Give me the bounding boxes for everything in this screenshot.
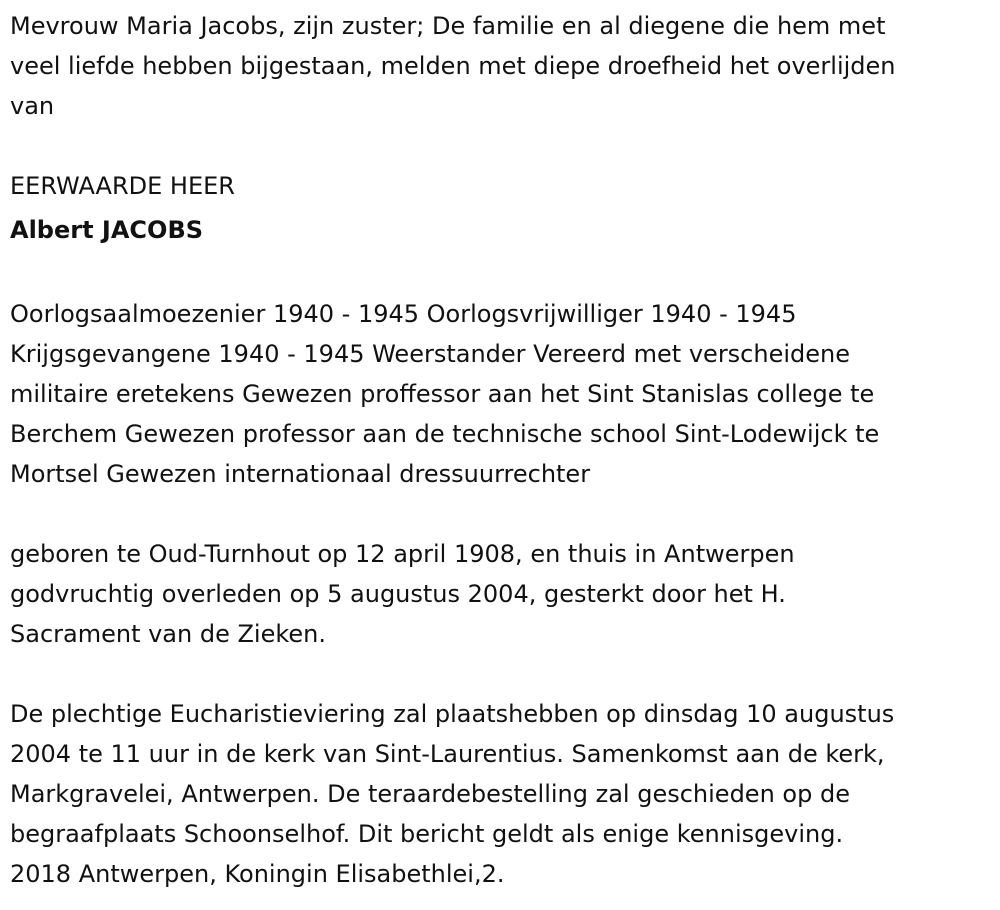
honorific-title: EERWAARDE HEER bbox=[10, 172, 235, 200]
spacer bbox=[10, 126, 990, 166]
spacer bbox=[10, 494, 990, 534]
career-paragraph: Oorlogsaalmoezenier 1940 - 1945 Oorlogsvrijwilliger 1940 - 1945 Krijgsgevangene 1940 - 1945 Weerstander Vereerd met verscheidene militaire eretekens Gewezen proffessor aan het Sint Stanislas college te Berchem Gewezen professor aan de technische school Sint-Lodewijck te Mortsel Gewezen internationaal dressuurrechter bbox=[10, 300, 880, 488]
spacer bbox=[10, 254, 990, 294]
deceased-name: Albert JACOBS bbox=[10, 216, 204, 244]
intro-paragraph: Mevrouw Maria Jacobs, zijn zuster; De familie en al diegene die hem met veel liefde hebben bijgestaan, melden met diepe droefheid het overlijden van bbox=[10, 12, 896, 120]
spacer bbox=[10, 654, 990, 694]
funeral-paragraph: De plechtige Eucharistieviering zal plaatshebben op dinsdag 10 augustus 2004 te 11 uur in de kerk van Sint-Laurentius. Samenkomst aan de kerk, Markgravelei, Antwerpen. De teraardebestelling zal geschieden op de begraafplaats Schoonselhof. Dit bericht geldt als enige kennisgeving. 2018 Antwerpen, Koningin Elisabethlei,2. bbox=[10, 700, 895, 888]
birth-death-paragraph: geboren te Oud-Turnhout op 12 april 1908, en thuis in Antwerpen godvruchtig overleden op 5 augustus 2004, gesterkt door het H. Sacrament van de Zieken. bbox=[10, 540, 795, 648]
